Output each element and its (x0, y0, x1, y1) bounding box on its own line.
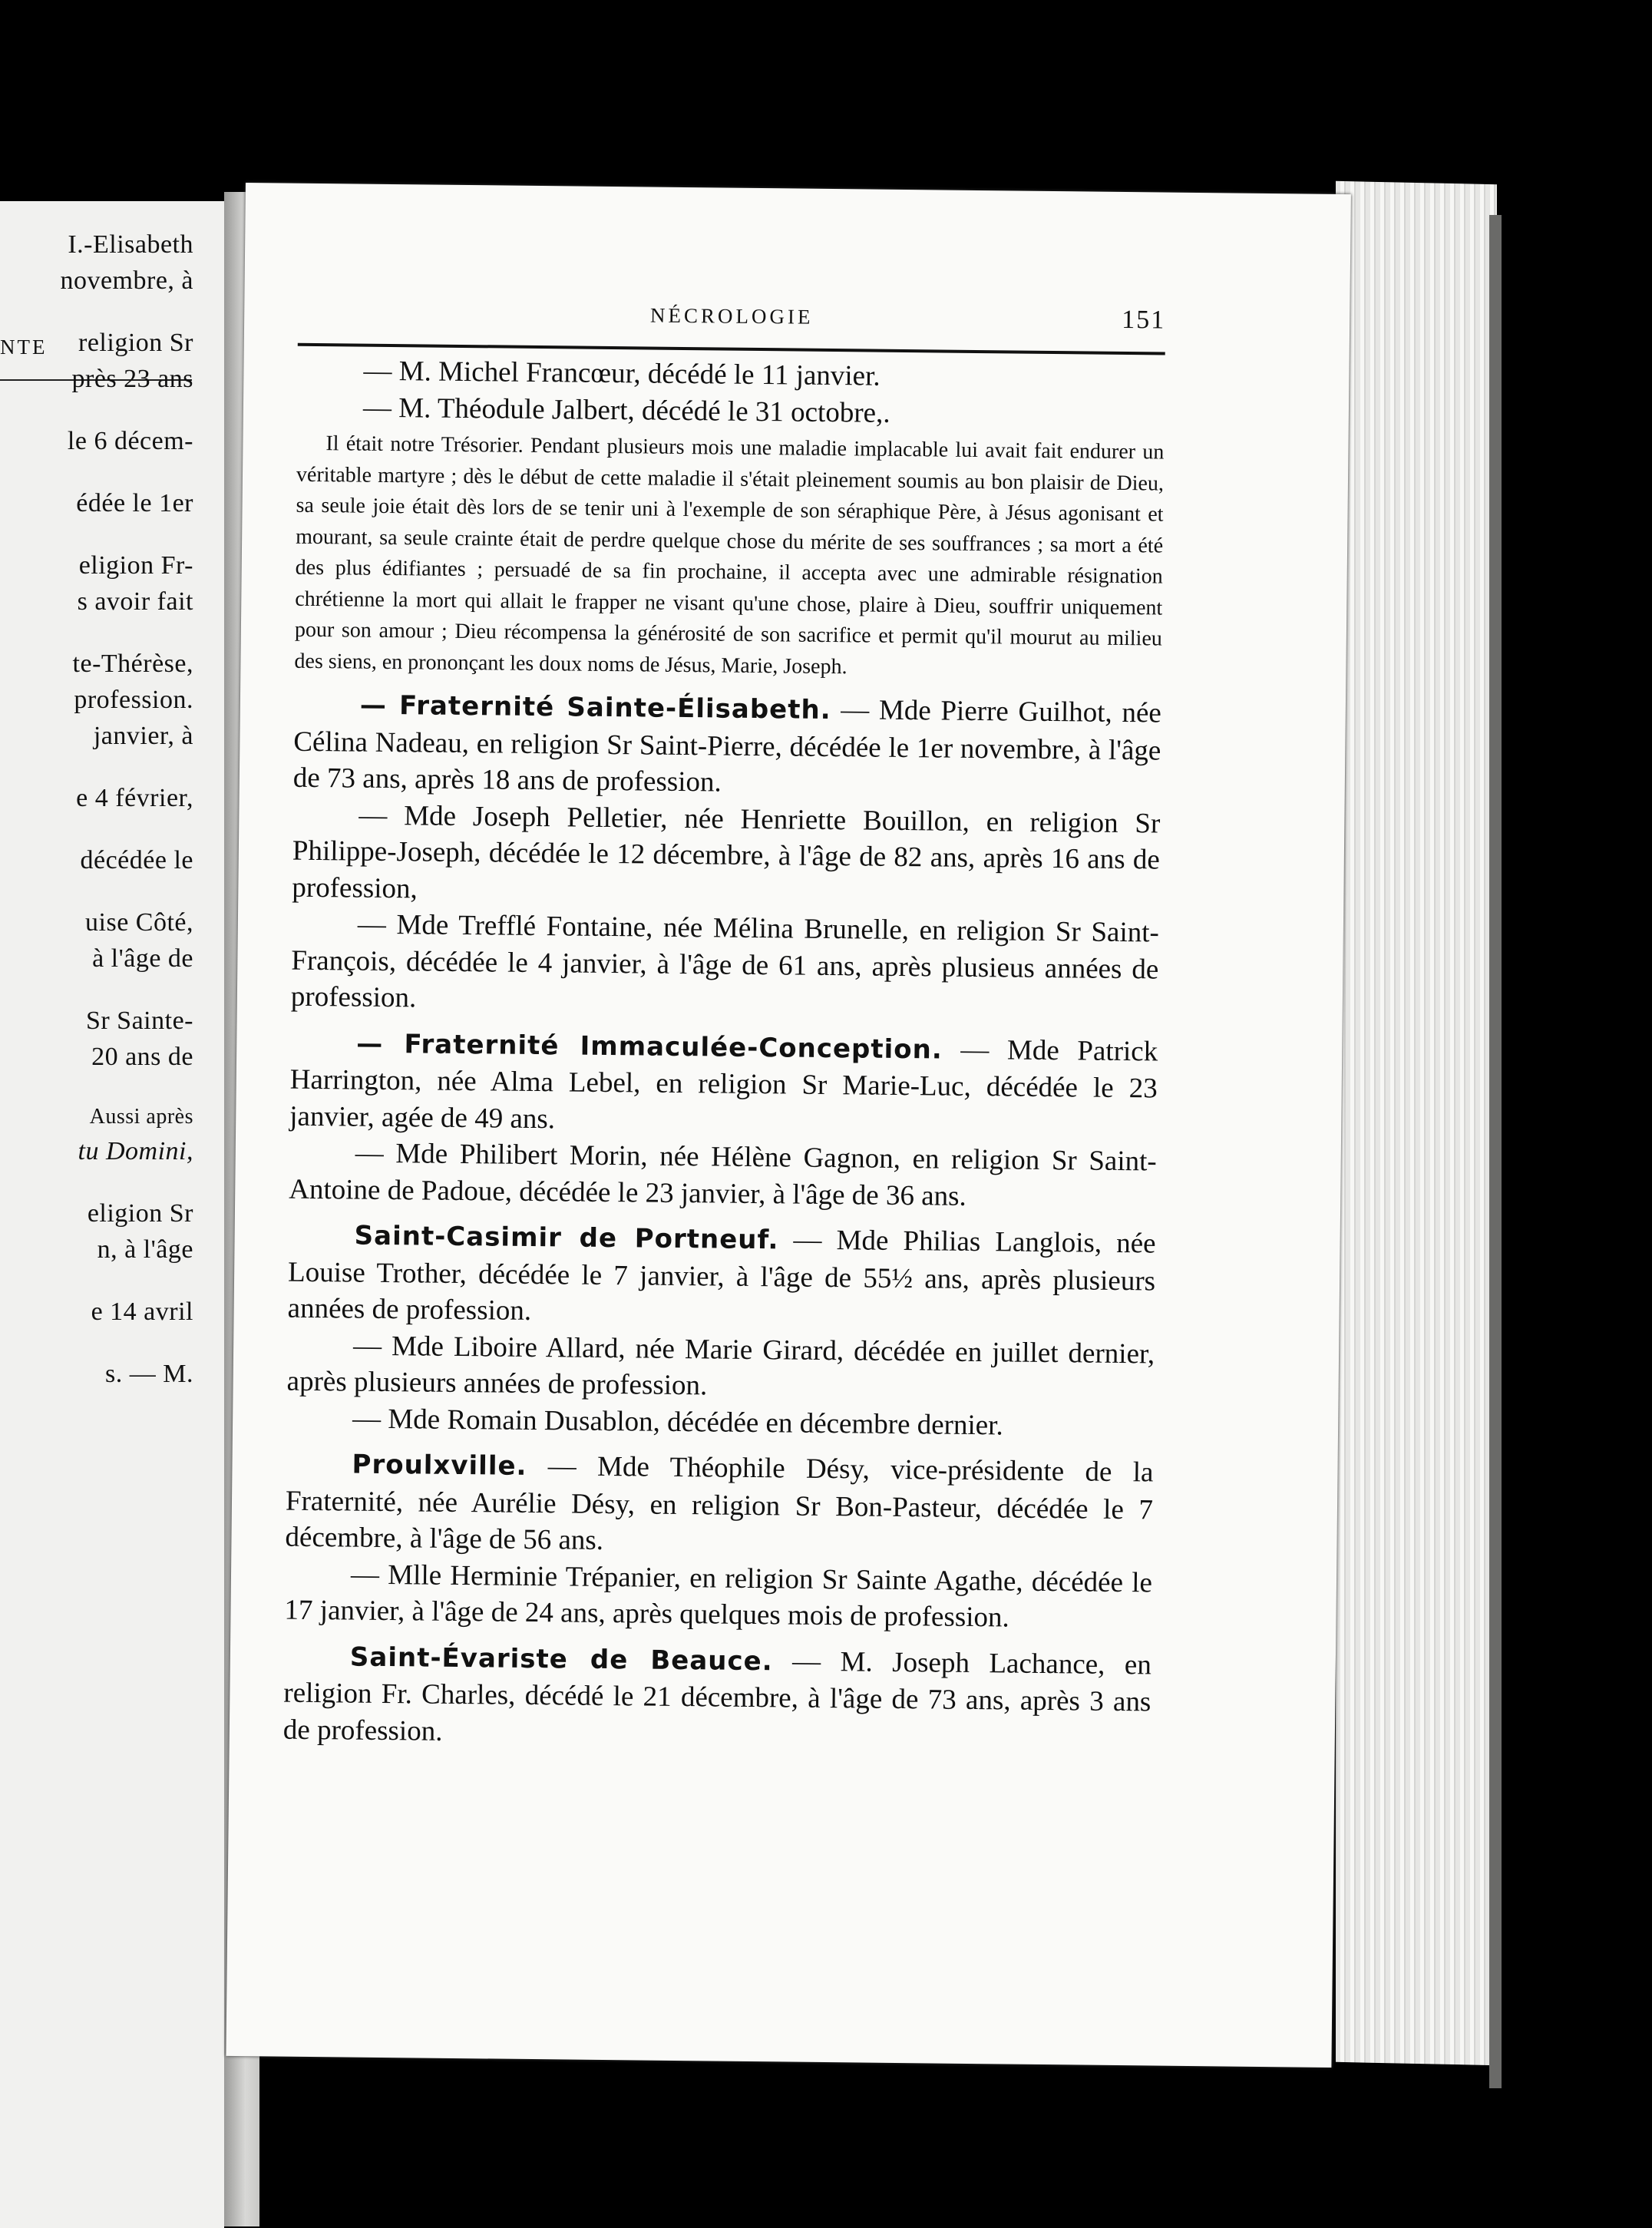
necrology-entry (287, 1217, 1155, 1336)
book-cover-edge (1489, 215, 1502, 2088)
left-page-line: janvier, à (93, 722, 193, 750)
entry-text: — Mde Théophile Désy, vice-présidente de la Fraternité, née Aurélie Désy, en religion Sr Bon-Pasteur, décédée le 7 décembre, à l'âge de 56 ans. (285, 1450, 1154, 1556)
necrology-entry (293, 686, 1161, 805)
entry-heading: Proulxville. (352, 1449, 527, 1482)
left-page-line: 20 ans de (91, 1043, 193, 1071)
left-page (0, 201, 224, 2228)
left-page-line: Sr Sainte- (85, 1007, 193, 1035)
entry-text: — Mde Philias Langlois, née Louise Trother, décédée le 7 janvier, à l'âge de 55½ ans, après plusieurs années de profession. (287, 1224, 1156, 1327)
page-edges (1336, 181, 1497, 2065)
running-title: NÉCROLOGIE (649, 303, 814, 329)
entry-text: — Mde Philibert Morin, née Hélène Gagnon, en religion Sr Saint-Antoine de Padoue, décédée le 23 janvier, à l'âge de 36 ans. (289, 1137, 1157, 1212)
left-page-line: décédée le (80, 846, 193, 874)
entry-text: — M. Joseph Lachance, en religion Fr. Charles, décédé le 21 décembre, à l'âge de 73 ans, après 3 ans de profession. (282, 1645, 1152, 1747)
left-page-line: n, à l'âge (97, 1235, 193, 1264)
left-page-line: eligion Fr- (78, 551, 193, 580)
left-page-line: te-Thérèse, (72, 650, 193, 678)
entry-heading: Saint-Évariste de Beauce. (349, 1641, 773, 1677)
left-page-line: I.-Elisabeth (68, 230, 193, 259)
entry-text: — M. Michel Francœur, décédé le 11 janvier. (363, 355, 881, 392)
left-page-line: tu Domini, (78, 1137, 193, 1165)
necrology-entry (291, 906, 1159, 1024)
necrology-entry (283, 1638, 1151, 1757)
entry-text: — Mde Joseph Pelletier, née Henriette Bouillon, en religion Sr Philippe-Joseph, décédée le 12 décembre, à l'âge de 82 ans, après 16 ans de profession, (292, 799, 1161, 904)
left-page-line: édée le 1er (76, 489, 193, 517)
necrology-entry (289, 1135, 1157, 1217)
entry-text: — Mlle Herminie Trépanier, en religion Sr Sainte Agathe, décédée le 17 janvier, à l'âge de 24 ans, après quelques mois de profession. (284, 1559, 1153, 1634)
left-page-running-title: NTE (0, 336, 48, 359)
entry-heading: Saint-Casimir de Portneuf. (354, 1220, 779, 1256)
entry-text: — Mde Pierre Guilhot, née Célina Nadeau, en religion Sr Saint-Pierre, décédée le 1er novembre, à l'âge de 73 ans, après 18 ans de profession. (292, 694, 1162, 798)
right-page (226, 183, 1350, 2068)
entry-text: Il était notre Trésorier. Pendant plusieurs mois une maladie implacable lui avait fait endurer un véritable martyre ; dès le début de cette maladie il s'était pleinement soumis au bon plaisir de Dieu, sa seule joie était dès lors de se tenir uni à l'exemple de son séraphique Père, à Jésus agonisant et mourant, sa seule crainte était de perdre quelque chose du mérite de ses souffrances ; sa mort a été des plus édifiantes ; persuadé de sa fin prochaine, il accepta avec une admirable résignation chrétienne la mort qui allait le frapper ne visant qu'une chose, plaire à Dieu, souffrir uniquement pour son amour ; Dieu récompensa la générosité de son sacrifice et permit qu'il mourut au milieu des siens, en prononçant les doux noms de Jésus, Marie, Joseph. (294, 431, 1165, 679)
page-header (298, 300, 1165, 348)
necrology-entry (286, 1327, 1155, 1409)
entry-text: — M. Théodule Jalbert, décédé le 31 octobre,. (362, 392, 890, 429)
left-page-line: religion Sr (78, 329, 193, 357)
left-page-line: novembre, à (60, 266, 193, 295)
entry-text: — Mde Patrick Harrington, née Alma Lebel, en religion Sr Marie-Luc, décédée le 23 janvier, agée de 49 ans. (289, 1033, 1158, 1135)
left-page-line: s avoir fait (77, 587, 193, 616)
necrology-entry (292, 796, 1160, 914)
left-page-line: Aussi après (89, 1105, 193, 1129)
left-page-line: s. — M. (105, 1360, 193, 1388)
entry-text: — Mde Trefflé Fontaine, née Mélina Brunelle, en religion Sr Saint-François, décédée le 4 janvier, à l'âge de 61 ans, après plusieus années de profession. (290, 908, 1160, 1014)
left-page-line: uise Côté, (85, 908, 193, 937)
left-page-line: e 4 février, (76, 784, 193, 812)
left-page-line: eligion Sr (87, 1199, 193, 1228)
left-page-line: e 14 avril (91, 1297, 193, 1326)
entry-text: — Mde Liboire Allard, née Marie Girard, décédée en juillet dernier, après plusieurs années de profession. (286, 1330, 1155, 1402)
left-page-line: près 23 ans (71, 365, 193, 393)
entry-text: — Mde Romain Dusablon, décédée en décembre dernier. (352, 1403, 1003, 1441)
necrology-entry (289, 1024, 1158, 1143)
necrology-text (283, 352, 1165, 1757)
necrology-entry (284, 1555, 1152, 1638)
necrology-entry (294, 428, 1164, 686)
entry-heading: — Fraternité Immaculée-Conception. (356, 1028, 943, 1066)
left-page-line: à l'âge de (92, 944, 193, 973)
necrology-entry (285, 1446, 1153, 1565)
page-number: 151 (1122, 305, 1166, 335)
entry-heading: — Fraternité Sainte-Élisabeth. (359, 689, 831, 726)
left-page-line: profession. (74, 686, 193, 714)
left-page-line: le 6 décem- (67, 427, 193, 455)
